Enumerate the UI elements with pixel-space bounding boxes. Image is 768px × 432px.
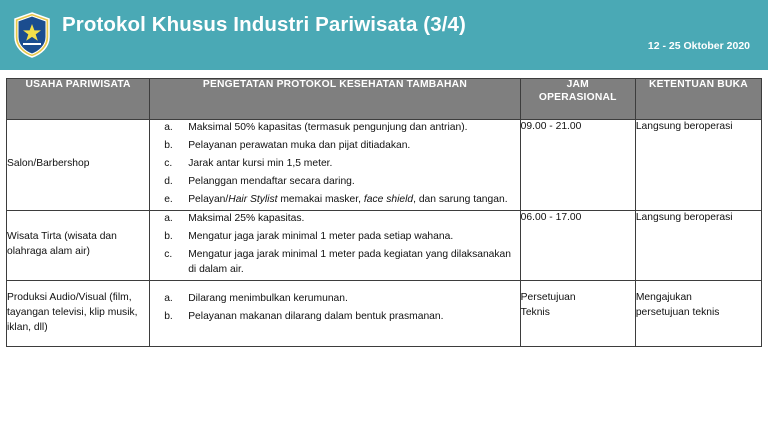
table-row [7,280,762,346]
slide-header [0,0,768,70]
list-item [150,174,519,189]
list-text: Pelayanan perawatan muka dan pijat ditiadakan. [188,139,411,151]
list-text: Maksimal 25% kapasitas. [188,212,305,224]
cell-jam-operasional: 06.00 - 17.00 [520,210,635,280]
protocol-table [6,78,762,347]
protocol-list [150,291,519,324]
cell-usaha: Wisata Tirta (wisata dan olahraga alam air) [7,210,150,280]
cell-usaha: Salon/Barbershop [7,120,150,211]
list-item [150,120,519,135]
cell-jam-operasional: Persetujuan Teknis [520,280,635,346]
list-text: Pelayan/Hair Stylist memakai masker, face shield, dan sarung tangan. [188,193,508,205]
cell-protokol [150,120,520,211]
list-item [150,156,519,171]
column-header-jam-operasional: JAM OPERASIONAL [520,79,635,120]
list-marker: b. [164,230,173,242]
cell-ketentuan-buka: Langsung beroperasi [635,120,761,211]
list-marker: c. [164,248,173,260]
cell-usaha: Produksi Audio/Visual (film, tayangan televisi, klip musik, iklan, dll) [7,280,150,346]
list-marker: a. [164,212,173,224]
list-item [150,192,519,207]
page-title: Protokol Khusus Industri Pariwisata (3/4) [62,13,466,36]
list-text: Mengatur jaga jarak minimal 1 meter pada setiap wahana. [188,230,454,242]
list-marker: a. [164,122,173,133]
list-text: Maksimal 50% kapasitas (termasuk pengunjung dan antrian). [188,122,468,133]
protocol-list [150,120,519,207]
column-header-usaha: USAHA PARIWISATA [7,79,150,120]
cell-protokol [150,210,520,280]
protocol-list [150,211,519,278]
list-item [150,138,519,153]
list-item [150,309,519,324]
table-header-row [7,79,762,120]
column-header-pengetatan: PENGETATAN PROTOKOL KESEHATAN TAMBAHAN [150,79,520,120]
header-text-block [62,0,768,70]
list-marker: a. [164,292,173,304]
cell-protokol [150,280,520,346]
list-item [150,291,519,306]
list-marker: c. [164,157,173,169]
list-text: Mengatur jaga jarak minimal 1 meter pada kegiatan yang dilaksanakan di dalam air. [188,248,512,275]
list-text: Jarak antar kursi min 1,5 meter. [188,157,333,169]
list-marker: b. [164,139,173,151]
table-row [7,120,762,211]
date-range: 12 - 25 Oktober 2020 [647,40,750,52]
list-item [150,229,519,244]
jakarta-provincial-emblem-icon [12,12,52,58]
list-marker: e. [164,193,173,205]
list-text: Dilarang menimbulkan kerumunan. [188,292,348,304]
list-marker: b. [164,310,173,322]
list-marker: d. [164,175,173,187]
list-text: Pelayanan makanan dilarang dalam bentuk prasmanan. [188,310,444,322]
list-item [150,211,519,226]
list-item [150,247,519,278]
table-container [0,78,768,347]
cell-jam-operasional: 09.00 - 21.00 [520,120,635,211]
cell-ketentuan-buka: Mengajukan persetujuan teknis [635,280,761,346]
table-row [7,210,762,280]
column-header-ketentuan-buka: KETENTUAN BUKA [635,79,761,120]
header-divider [0,70,768,73]
list-text: Pelanggan mendaftar secara daring. [188,175,355,187]
page-number: 8 [751,414,758,428]
cell-ketentuan-buka: Langsung beroperasi [635,210,761,280]
